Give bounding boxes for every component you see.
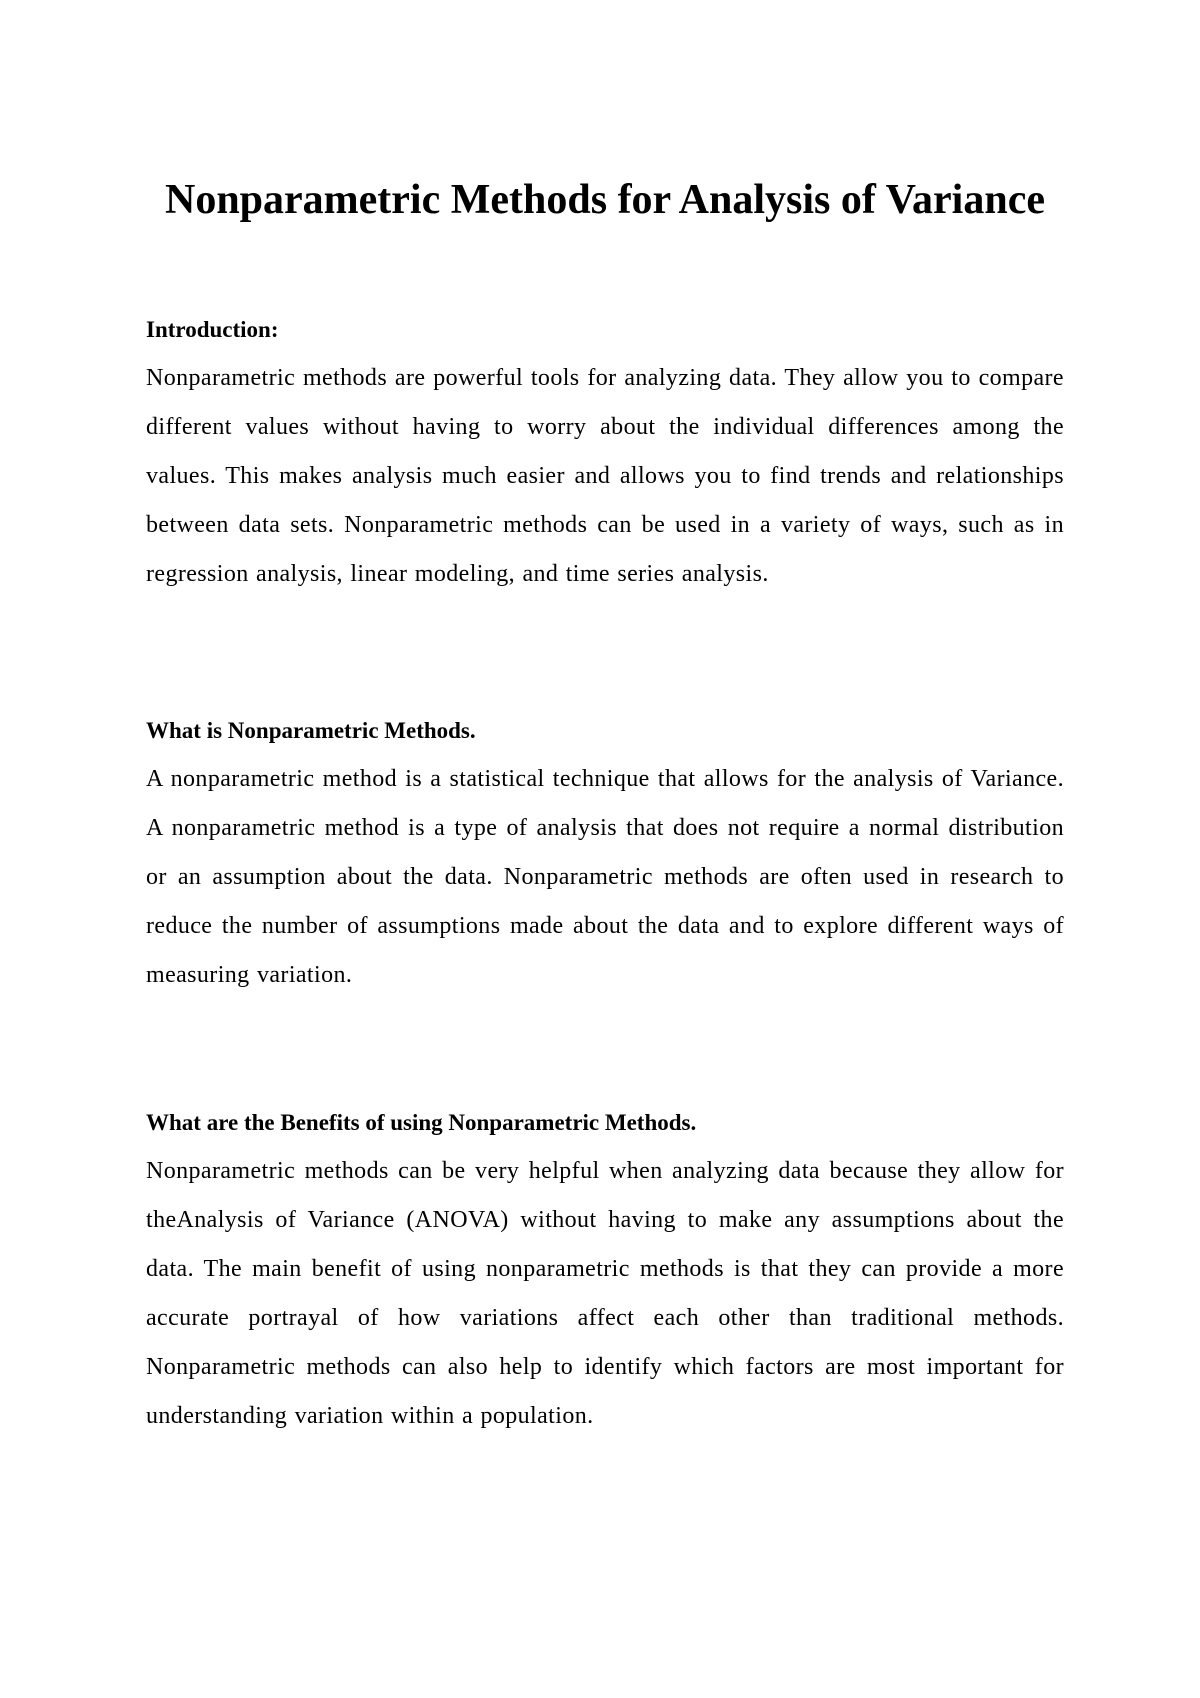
section-paragraph: Nonparametric methods are powerful tools for analyzing data. They allow you to compare different values without having to worry about the individual differences among the values. This makes analysis much easier and allows you to find trends and relationships between data sets. Nonparametric methods can be used in a variety of ways, such as in regression analysis, linear modeling, and time series analysis. <box>146 365 1064 587</box>
section-paragraph: Nonparametric methods can be very helpful when analyzing data because they allow for theAnalysis of Variance (ANOVA) without having to make any assumptions about the data. The main benefit of using nonparametric methods is that they can provide a more accurate portrayal of how variations affect each other than traditional methods. Nonparametric methods can also help to identify which factors are most important for understanding variation within a population. <box>146 1158 1064 1429</box>
document-title: Nonparametric Methods for Analysis of Variance <box>164 177 1045 223</box>
section-benefits <box>146 1108 1064 1441</box>
section-what-is <box>146 716 1064 1000</box>
section-paragraph: A nonparametric method is a statistical technique that allows for the analysis of Variance. A nonparametric method is a type of analysis that does not require a normal distribution or an assumption about the data. Nonparametric methods are often used in research to reduce the number of assumptions made about the data and to explore different ways of measuring variation. <box>146 766 1064 988</box>
section-introduction <box>146 315 1064 599</box>
section-heading: What is Nonparametric Methods. <box>146 718 476 743</box>
section-heading: What are the Benefits of using Nonparametric Methods. <box>146 1110 697 1135</box>
section-heading: Introduction: <box>146 317 279 342</box>
